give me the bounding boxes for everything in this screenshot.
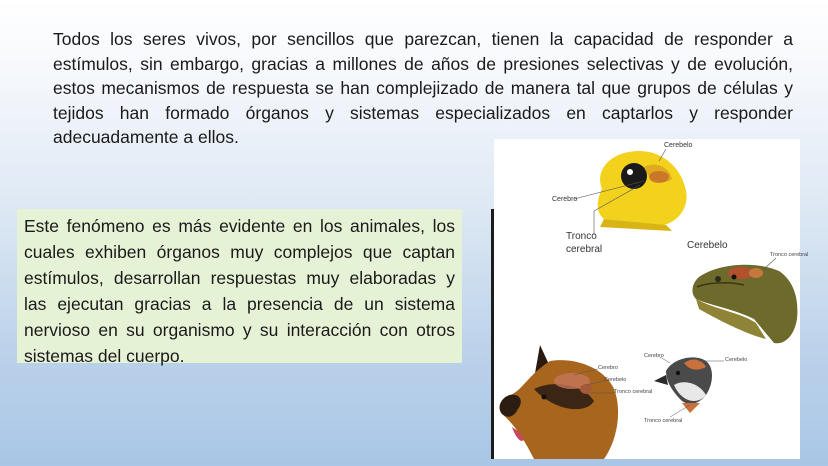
- frog-cerebro-label: Cerebro: [552, 196, 578, 203]
- dog-cerebro-label: Cerebro: [598, 365, 618, 371]
- frog-head: [574, 149, 687, 235]
- frog-cerebelo-label: Cerebelo: [664, 142, 693, 149]
- lizard-cerebelo-label: Cerebelo: [687, 240, 728, 251]
- bird-head: [654, 357, 724, 417]
- brain-comparison-figure: [494, 139, 809, 459]
- lizard-head: [692, 258, 797, 343]
- tronco-cerebral-label-2: cerebral: [566, 244, 603, 255]
- highlight-text-box: [17, 209, 462, 366]
- dog-cerebelo-label: Cerebelo: [604, 377, 627, 383]
- bird-cerebro-label: Cerebro: [644, 353, 664, 359]
- lizard-tronco-label: Tronco cerebral: [770, 252, 809, 258]
- animal-heads-illustration: [494, 139, 800, 459]
- dog-head: [500, 345, 619, 459]
- bird-cerebelo-label: Cerebelo: [725, 357, 748, 363]
- dog-tronco-label: Tronco cerebral: [614, 389, 653, 395]
- bird-tronco-label: Tronco cerebral: [644, 418, 683, 424]
- tronco-cerebral-label-1: Tronco: [566, 231, 597, 242]
- intro-paragraph: Todos los seres vivos, por sencillos que parezcan, tienen la capacidad de responder a estímulos, sin embargo, gracias a millones de años de presiones selectivas y de evolución, estos mecanismos de respuesta se han complejizado de manera tal que grupos de células y tejidos han formado órganos y sistemas especializados en captarlos y responder adecuadamente a ellos.: [53, 29, 793, 147]
- highlight-paragraph: Este fenómeno es más evidente en los animales, los cuales exhiben órganos muy complejos que captan estímulos, desarrollan respuestas muy elaboradas y las ejecutan gracias a la presencia de un sistema nervioso en su organismo y su interacción con otros sistemas del cuerpo.: [24, 216, 455, 366]
